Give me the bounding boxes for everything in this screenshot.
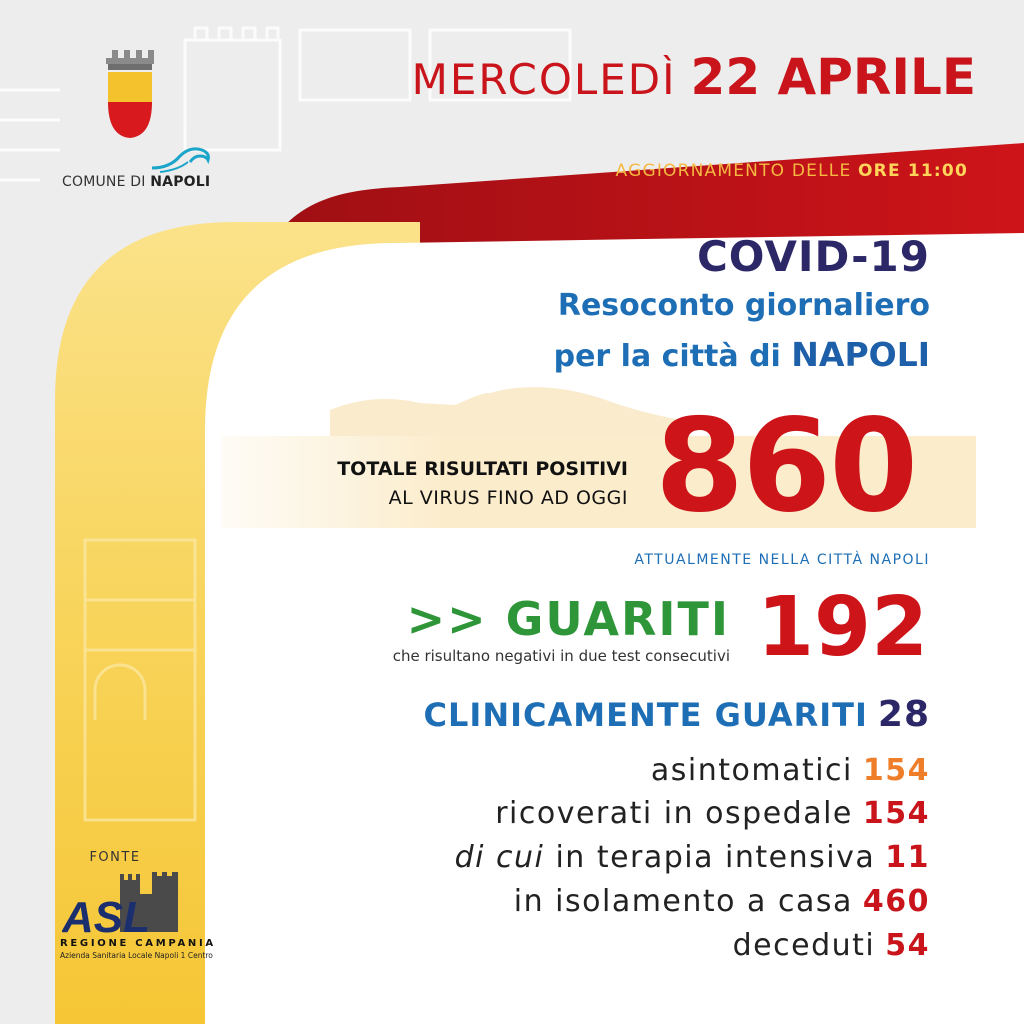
currently-label: ATTUALMENTE NELLA CITTÀ NAPOLI <box>634 552 930 568</box>
clinically-recovered: CLINICAMENTE GUARITI 28 <box>423 694 930 735</box>
page-title: COVID-19 <box>696 232 930 281</box>
total-value: 860 <box>655 392 917 541</box>
subtitle-city: per la città di NAPOLI <box>553 335 930 374</box>
source-region: REGIONE CAMPANIA <box>60 938 216 949</box>
stat-asymptomatic: asintomatici 154 <box>650 753 930 788</box>
page-date <box>0 48 976 106</box>
clinically-recovered-value: 28 <box>877 694 930 735</box>
date: 22 APRILE <box>690 48 976 106</box>
stat-hospitalized: ricoverati in ospedale 154 <box>495 796 930 831</box>
source-label: FONTE <box>89 850 141 865</box>
update-time: AGGIORNAMENTO DELLE ORE 11:00 <box>615 161 968 181</box>
asl-logo-text: ASL <box>62 893 150 936</box>
stat-intensive-care: di cui in terapia intensiva 11 <box>454 840 930 875</box>
source-authority: Azienda Sanitaria Locale Napoli 1 Centro <box>60 951 213 960</box>
city-label: COMUNE DI NAPOLI <box>62 174 211 190</box>
subtitle: Resoconto giornaliero <box>557 288 930 323</box>
recovered-sublabel: che risultano negativi in due test consecutivi <box>392 647 730 665</box>
recovered-label: >> GUARITI <box>406 592 730 646</box>
stat-deceased: deceduti 54 <box>732 928 930 963</box>
total-label-line1: TOTALE RISULTATI POSITIVI <box>337 458 628 480</box>
recovered-value: 192 <box>757 580 929 675</box>
stat-home-isolation: in isolamento a casa 460 <box>513 884 930 919</box>
total-label-line2: AL VIRUS FINO AD OGGI <box>388 487 628 509</box>
weekday: MERCOLEDÌ <box>411 55 677 104</box>
asl-logo <box>62 872 194 936</box>
